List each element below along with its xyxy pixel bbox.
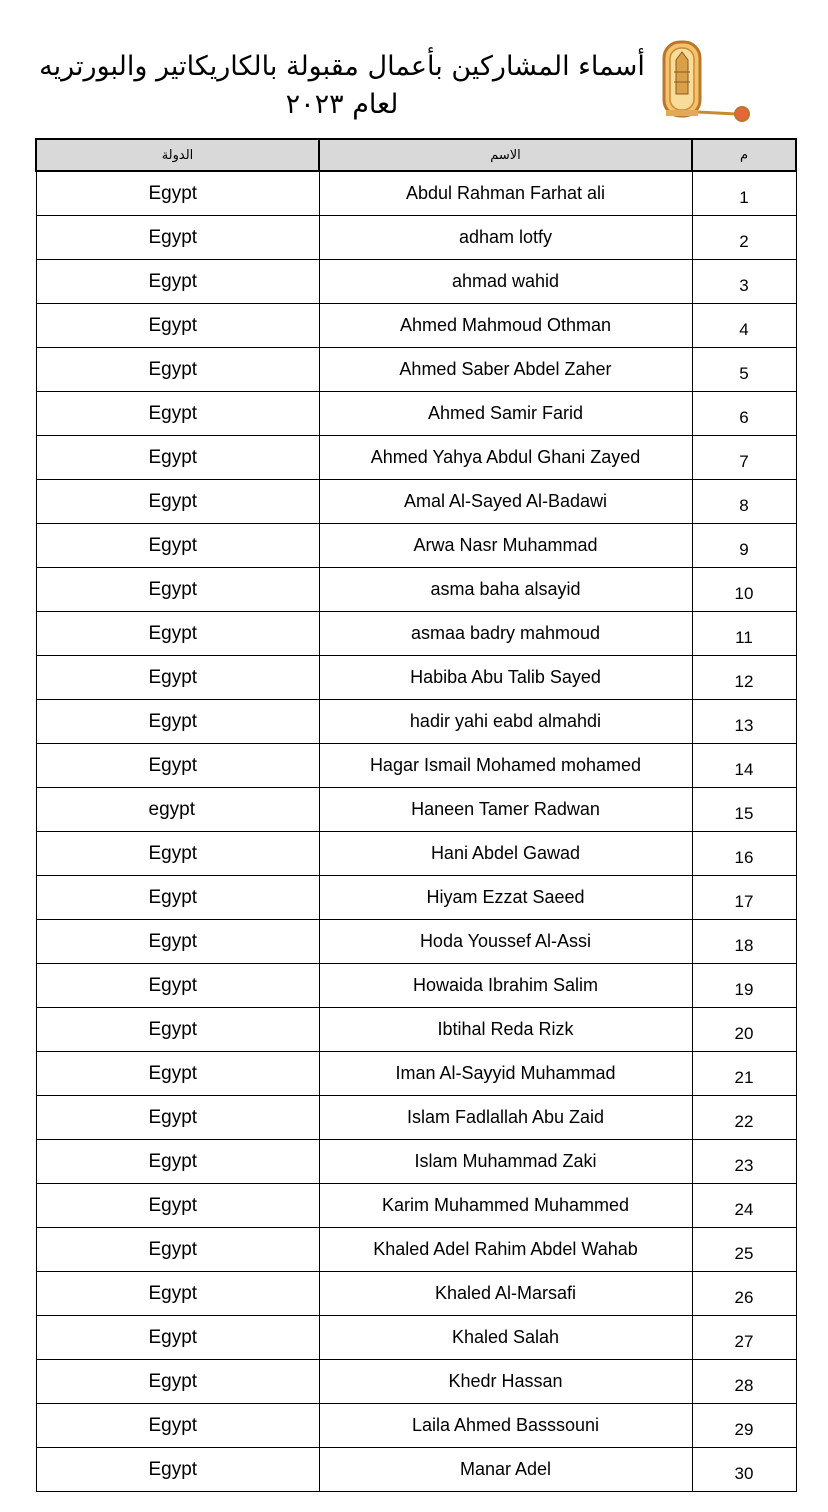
name-cell: Khaled Adel Rahim Abdel Wahab [319, 1228, 692, 1272]
table-row [36, 524, 796, 568]
name-cell: Abdul Rahman Farhat ali [319, 171, 692, 216]
name-cell: Hani Abdel Gawad [319, 832, 692, 876]
country-cell: Egypt [36, 1096, 319, 1140]
name-cell: Khedr Hassan [319, 1360, 692, 1404]
page-title: أسماء المشاركين بأعمال مقبولة بالكاريكاتير والبورتريه [39, 51, 645, 82]
country-cell: Egypt [36, 348, 319, 392]
name-cell: Khaled Al-Marsafi [319, 1272, 692, 1316]
number-cell: 24 [692, 1184, 796, 1228]
country-cell: Egypt [36, 876, 319, 920]
table-row [36, 392, 796, 436]
number-cell: 26 [692, 1272, 796, 1316]
title-block [30, 38, 654, 124]
number-cell: 17 [692, 876, 796, 920]
country-cell: Egypt [36, 1404, 319, 1448]
column-header-country: الدولة [36, 139, 319, 171]
table-row [36, 480, 796, 524]
column-header-name: الاسم [319, 139, 692, 171]
country-cell: Egypt [36, 612, 319, 656]
name-cell: Howaida Ibrahim Salim [319, 964, 692, 1008]
number-cell: 11 [692, 612, 796, 656]
number-cell: 12 [692, 656, 796, 700]
name-cell: asmaa badry mahmoud [319, 612, 692, 656]
name-cell: hadir yahi eabd almahdi [319, 700, 692, 744]
country-cell: Egypt [36, 1184, 319, 1228]
table-row [36, 260, 796, 304]
table-header-row [36, 139, 796, 171]
country-cell: Egypt [36, 216, 319, 260]
number-cell: 29 [692, 1404, 796, 1448]
name-cell: Hagar Ismail Mohamed mohamed [319, 744, 692, 788]
country-cell: Egypt [36, 1052, 319, 1096]
number-cell: 2 [692, 216, 796, 260]
country-cell: Egypt [36, 480, 319, 524]
country-cell: Egypt [36, 964, 319, 1008]
country-cell: Egypt [36, 171, 319, 216]
table-row [36, 348, 796, 392]
table-row [36, 436, 796, 480]
number-cell: 7 [692, 436, 796, 480]
name-cell: Islam Muhammad Zaki [319, 1140, 692, 1184]
country-cell: Egypt [36, 700, 319, 744]
table-row [36, 1140, 796, 1184]
country-cell: Egypt [36, 392, 319, 436]
page-subtitle-year: لعام ٢٠٢٣ [285, 89, 399, 120]
number-cell: 22 [692, 1096, 796, 1140]
name-cell: adham lotfy [319, 216, 692, 260]
country-cell: Egypt [36, 436, 319, 480]
number-cell: 1 [692, 171, 796, 216]
number-cell: 14 [692, 744, 796, 788]
table-row [36, 1096, 796, 1140]
table-row [36, 656, 796, 700]
country-cell: Egypt [36, 1272, 319, 1316]
table-row [36, 832, 796, 876]
ministry-emblem-icon [662, 38, 758, 126]
number-cell: 20 [692, 1008, 796, 1052]
name-cell: Ahmed Mahmoud Othman [319, 304, 692, 348]
table-row [36, 1228, 796, 1272]
country-cell: Egypt [36, 920, 319, 964]
number-cell: 16 [692, 832, 796, 876]
name-cell: Hoda Youssef Al-Assi [319, 920, 692, 964]
name-cell: Islam Fadlallah Abu Zaid [319, 1096, 692, 1140]
table-row [36, 876, 796, 920]
table-row [36, 171, 796, 216]
number-cell: 23 [692, 1140, 796, 1184]
table-row [36, 1404, 796, 1448]
column-header-number: م [692, 139, 796, 171]
table-row [36, 1008, 796, 1052]
table-row [36, 964, 796, 1008]
name-cell: Hiyam Ezzat Saeed [319, 876, 692, 920]
number-cell: 8 [692, 480, 796, 524]
country-cell: Egypt [36, 1008, 319, 1052]
country-cell: Egypt [36, 260, 319, 304]
table-row [36, 920, 796, 964]
page-header [0, 0, 828, 126]
name-cell: Ibtihal Reda Rizk [319, 1008, 692, 1052]
table-row [36, 1184, 796, 1228]
country-cell: Egypt [36, 304, 319, 348]
number-cell: 25 [692, 1228, 796, 1272]
table-row [36, 1360, 796, 1404]
country-cell: Egypt [36, 656, 319, 700]
name-cell: Laila Ahmed Basssouni [319, 1404, 692, 1448]
country-cell: Egypt [36, 1360, 319, 1404]
name-cell: Manar Adel [319, 1448, 692, 1492]
number-cell: 15 [692, 788, 796, 832]
name-cell: Amal Al-Sayed Al-Badawi [319, 480, 692, 524]
country-cell: Egypt [36, 1140, 319, 1184]
table-row [36, 568, 796, 612]
table-row [36, 612, 796, 656]
country-cell: Egypt [36, 744, 319, 788]
number-cell: 19 [692, 964, 796, 1008]
name-cell: asma baha alsayid [319, 568, 692, 612]
table-row [36, 1272, 796, 1316]
country-cell: Egypt [36, 1448, 319, 1492]
name-cell: Ahmed Samir Farid [319, 392, 692, 436]
name-cell: ahmad wahid [319, 260, 692, 304]
table-row [36, 216, 796, 260]
table-row [36, 788, 796, 832]
country-cell: Egypt [36, 524, 319, 568]
name-cell: Karim Muhammed Muhammed [319, 1184, 692, 1228]
participants-table [35, 138, 797, 1492]
table-row [36, 744, 796, 788]
name-cell: Khaled Salah [319, 1316, 692, 1360]
number-cell: 27 [692, 1316, 796, 1360]
table-body [36, 171, 796, 1492]
number-cell: 6 [692, 392, 796, 436]
number-cell: 13 [692, 700, 796, 744]
table-row [36, 700, 796, 744]
number-cell: 3 [692, 260, 796, 304]
number-cell: 9 [692, 524, 796, 568]
number-cell: 18 [692, 920, 796, 964]
country-cell: egypt [36, 788, 319, 832]
country-cell: Egypt [36, 832, 319, 876]
table-row [36, 1448, 796, 1492]
country-cell: Egypt [36, 1316, 319, 1360]
number-cell: 30 [692, 1448, 796, 1492]
name-cell: Haneen Tamer Radwan [319, 788, 692, 832]
number-cell: 4 [692, 304, 796, 348]
country-cell: Egypt [36, 568, 319, 612]
number-cell: 5 [692, 348, 796, 392]
table-row [36, 304, 796, 348]
name-cell: Habiba Abu Talib Sayed [319, 656, 692, 700]
name-cell: Arwa Nasr Muhammad [319, 524, 692, 568]
number-cell: 21 [692, 1052, 796, 1096]
name-cell: Ahmed Yahya Abdul Ghani Zayed [319, 436, 692, 480]
country-cell: Egypt [36, 1228, 319, 1272]
table-container [0, 126, 828, 1512]
name-cell: Ahmed Saber Abdel Zaher [319, 348, 692, 392]
table-row [36, 1316, 796, 1360]
name-cell: Iman Al-Sayyid Muhammad [319, 1052, 692, 1096]
number-cell: 10 [692, 568, 796, 612]
table-row [36, 1052, 796, 1096]
number-cell: 28 [692, 1360, 796, 1404]
